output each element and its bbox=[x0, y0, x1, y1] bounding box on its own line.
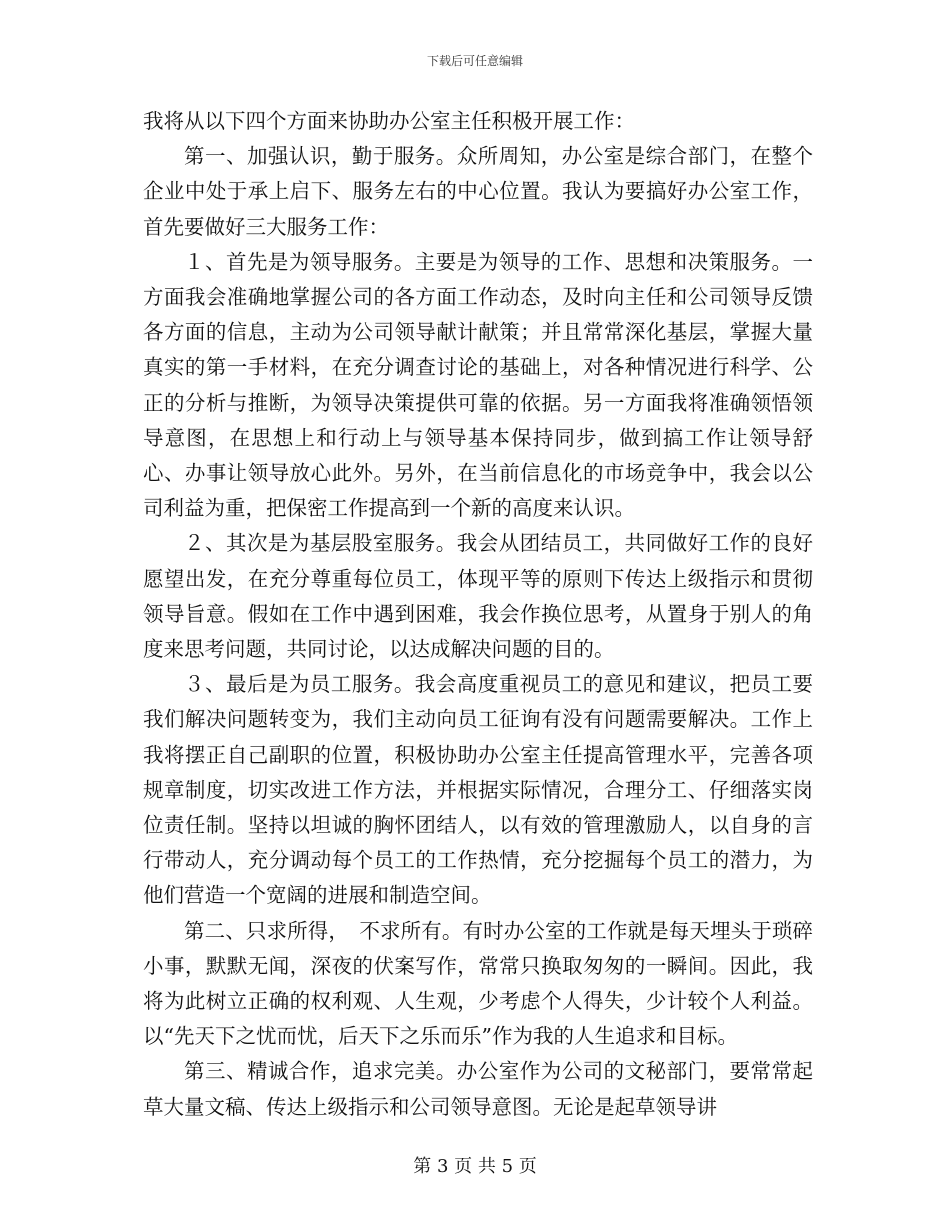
paragraph-section-1: 第一、加强认识，勤于服务。众所周知，办公室是综合部门，在整个企业中处于承上启下、服务左右的中心位置。我认为要搞好办公室工作，首先要做好三大服务工作： bbox=[143, 144, 813, 239]
paragraph-item-2: ２、其次是为基层股室服务。我会从团结员工，共同做好工作的良好愿望出发，在充分尊重每位员工，体现平等的原则下传达上级指示和贯彻领导旨意。假如在工作中遇到困难，我会作换位思考，从置身于别人的角度来思考问题，共同讨论，以达成解决问题的目的。 bbox=[143, 531, 813, 662]
paragraph-intro: 我将从以下四个方面来协助办公室主任积极开展工作： bbox=[143, 109, 635, 133]
page-number: 第 3 页 共 5 页 bbox=[413, 1156, 537, 1177]
paragraph-section-2: 第二、只求所得， 不求所有。有时办公室的工作就是每天埋头于琐碎小事，默默无闻，深夜的伏案写作，常常只换取匆匆的一瞬间。因此，我将为此树立正确的权利观、人生观，少考虑个人得失，少计较个人利益。以“先天下之忧而忧，后天下之乐而乐”作为我的人生追求和目标。 bbox=[143, 918, 813, 1049]
document-body bbox=[143, 104, 813, 1125]
paragraph-item-1: １、首先是为领导服务。主要是为领导的工作、思想和决策服务。一方面我会准确地掌握公司的各方面工作动态，及时向主任和公司领导反馈各方面的信息，主动为公司领导献计献策；并且常常深化基层，掌握大量真实的第一手材料，在充分调查讨论的基础上，对各种情况进行科学、公正的分析与推断，为领导决策提供可靠的依据。另一方面我将准确领悟领导意图，在思想上和行动上与领导基本保持同步，做到搞工作让领导舒心、办事让领导放心此外。另外，在当前信息化的市场竞争中，我会以公司利益为重，把保密工作提高到一个新的高度来认识。 bbox=[143, 249, 813, 521]
page-header: 下载后可任意编辑 bbox=[426, 54, 523, 68]
paragraph-item-3: ３、最后是为员工服务。我会高度重视员工的意见和建议，把员工要我们解决问题转变为，我们主动向员工征询有没有问题需要解决。工作上我将摆正自己副职的位置，积极协助办公室主任提高管理水平，完善各项规章制度，切实改进工作方法，并根据实际情况，合理分工、仔细落实岗位责任制。坚持以坦诚的胸怀团结人，以有效的管理激励人，以自身的言行带动人，充分调动每个员工的工作热情，充分挖掘每个员工的潜力，为他们营造一个宽阔的进展和制造空间。 bbox=[143, 672, 813, 908]
paragraph-section-3: 第三、精诚合作，追求完美。办公室作为公司的文秘部门，要常常起草大量文稿、传达上级指示和公司领导意图。无论是起草领导讲 bbox=[143, 1059, 813, 1119]
